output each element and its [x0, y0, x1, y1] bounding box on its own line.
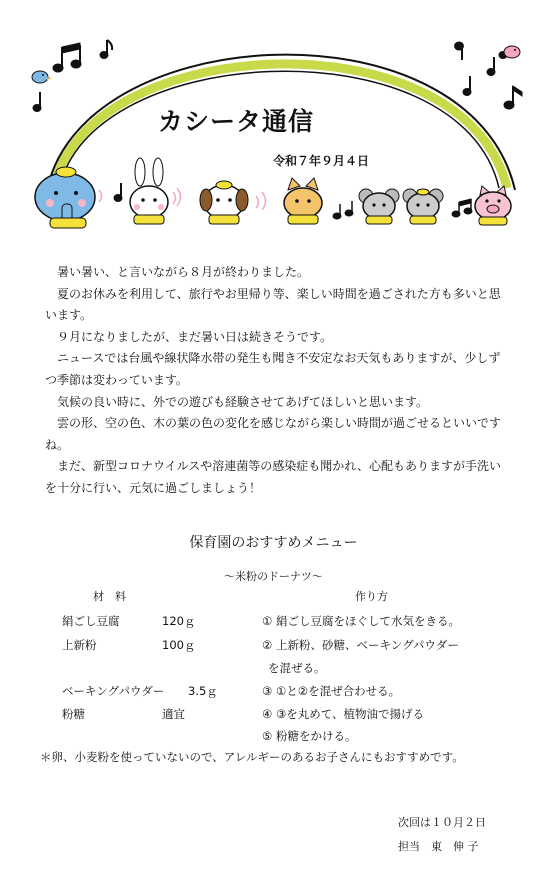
recipe-step: ⑤ 粉糖をかける。	[262, 729, 357, 743]
newsletter-title: カシータ通信	[158, 107, 315, 136]
paragraph: 雲の形、空の色、木の葉の色の変化を感じながら楽しい時間が過ごせるといいですね。	[45, 416, 502, 452]
mouse2-character-icon	[403, 189, 443, 224]
paragraph: 気候の良い時に、外での遊びも経験させてあげてほしいと思います。	[57, 394, 429, 409]
header-illustration	[0, 0, 547, 245]
author: 担当 東 伸 子	[398, 840, 479, 853]
mouse-character-icon	[359, 189, 399, 224]
paragraph: ニュースでは台風や線状降水帯の発生も聞き不安定なお天気もありますが、少しずつ季節は変わっています。	[45, 351, 501, 387]
recipe-step: ③ ①と②を混ぜ合わせる。	[262, 684, 401, 698]
rabbit-character-icon	[130, 158, 168, 224]
recipe-step: ① 絹ごし豆腐をほぐして水気をきる。	[262, 614, 460, 628]
paragraph: 暑い暑い、と言いながら８月が終わりました。	[57, 265, 310, 279]
pig-character-icon	[475, 186, 511, 225]
ingredient-amount: 3.5ｇ	[188, 684, 218, 698]
ingredient-name: 粉糖	[62, 707, 85, 721]
ingredient-name: 絹ごし豆腐	[62, 614, 120, 628]
paragraph: まだ、新型コロナウイルスや溶連菌等の感染症も聞かれ、心配もありますが手洗いを十分に行い、元気に過ごしましょう！	[45, 459, 502, 495]
recipe-step: ④ ③を丸めて、植物油で揚げる	[262, 707, 425, 721]
paragraph: ９月になりましたが、まだ暑い日は続きそうです。	[57, 329, 333, 344]
ingredient-name: 上新粉	[62, 638, 97, 652]
bird-icon	[32, 71, 52, 83]
ingredient-amount: 120ｇ	[162, 614, 196, 628]
ingredient-name: ベーキングパウダー	[62, 684, 165, 698]
next-issue: 次回は１０月２日	[398, 816, 486, 829]
menu-heading: 保育園のおすすめメニュー	[189, 535, 358, 551]
issue-date: 令和７年９月４日	[273, 154, 370, 168]
ingredients-header: 材 料	[93, 590, 126, 603]
dog-character-icon	[200, 181, 248, 224]
cat-character-icon	[284, 178, 322, 224]
steps-header: 作り方	[355, 590, 388, 603]
bird-right-icon	[504, 46, 520, 58]
ingredient-amount: 100ｇ	[162, 638, 196, 652]
paragraph: 夏のお休みを利用して、旅行やお里帰り等、楽しい時間を過ごされた方も多いと思います。	[45, 286, 501, 323]
recipe-step: を混ぜる。	[268, 661, 326, 675]
ingredient-amount: 適宜	[162, 707, 185, 721]
elephant-character-icon	[35, 167, 95, 228]
greeting-text	[45, 262, 505, 500]
recipe-step: ② 上新粉、砂糖、ベーキングパウダー	[262, 638, 459, 652]
allergy-note: ＊卵、小麦粉を使っていないので、アレルギーのあるお子さんにもおすすめです。	[40, 750, 464, 764]
dish-name: ～米粉のドーナツ～	[224, 570, 323, 583]
